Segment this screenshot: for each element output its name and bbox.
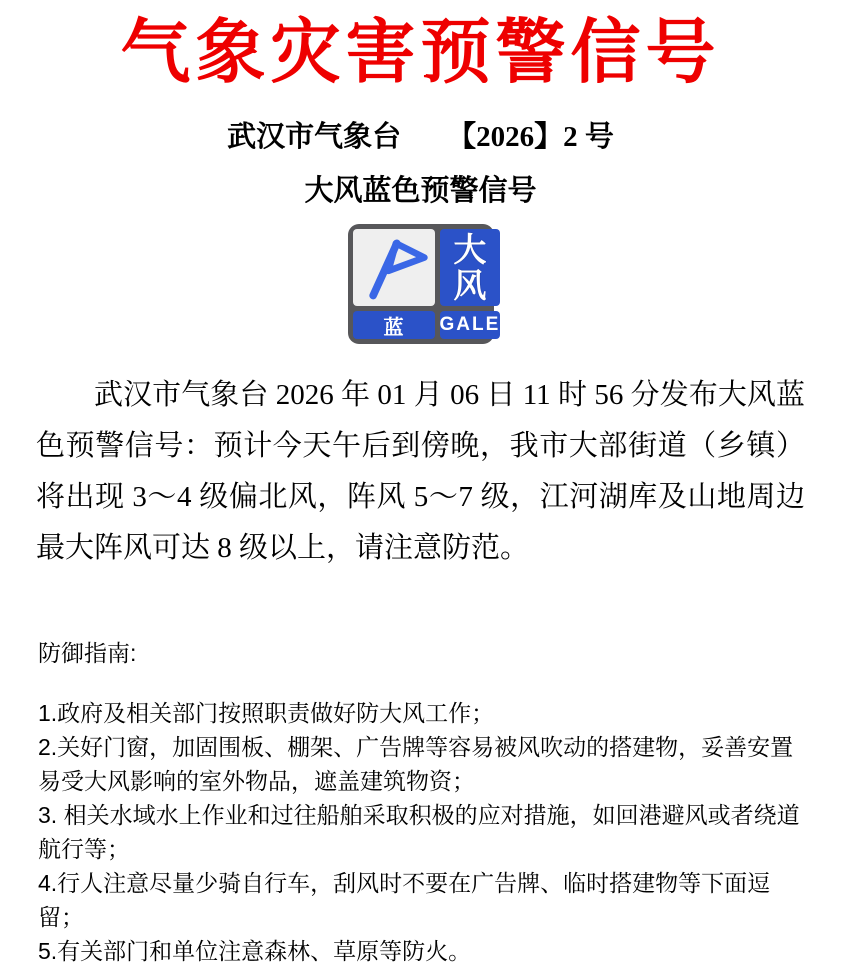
- wind-flag-panel: [353, 229, 435, 306]
- guide-item-3: 3. 相关水域水上作业和过往船舶采取积极的应对措施，如回港避风或者绕道航行等；: [38, 802, 800, 862]
- guide-item-5: 5.有关部门和单位注意森林、草原等防火。: [38, 938, 472, 964]
- warning-level-badge: 蓝: [353, 311, 435, 339]
- gale-zh-label: [440, 229, 501, 306]
- issuer-name: 武汉市气象台: [227, 121, 402, 153]
- page-title: 气象灾害预警信号: [120, 15, 721, 92]
- issuer-line: [0, 120, 841, 154]
- guide-item-2: 2.关好门窗，加固围板、棚架、广告牌等容易被风吹动的搭建物，妥善安置易受大风影响的室外物品，遮盖建筑物资；: [38, 734, 794, 794]
- gale-blue-warning-icon: [348, 224, 501, 344]
- gale-zh-char-1: 大: [453, 230, 487, 268]
- warning-body-paragraph: 武汉市气象台 2026 年 01 月 06 日 11 时 56 分发布大风蓝色预警信号：预计今天午后到傍晚，我市大部街道（乡镇）将出现 3～4 级偏北风，阵风 5～7 级，江河湖库及山地周边最大阵风可达 8 级以上，请注意防范。: [36, 379, 805, 564]
- defense-guide-heading: 防御指南:: [38, 640, 137, 666]
- gale-zh-char-2: 风: [453, 266, 487, 304]
- wind-flag-icon: [355, 231, 433, 305]
- document-number: 【2026】2 号: [447, 121, 614, 153]
- guide-item-1: 1.政府及相关部门按照职责做好防大风工作；: [38, 700, 495, 726]
- signal-name: 大风蓝色预警信号: [304, 175, 537, 207]
- defense-guide-section: [38, 636, 803, 968]
- gale-en-badge: GALE: [440, 311, 501, 339]
- guide-item-4: 4.行人注意尽量少骑自行车，刮风时不要在广告牌、临时搭建物等下面逗留；: [38, 870, 771, 930]
